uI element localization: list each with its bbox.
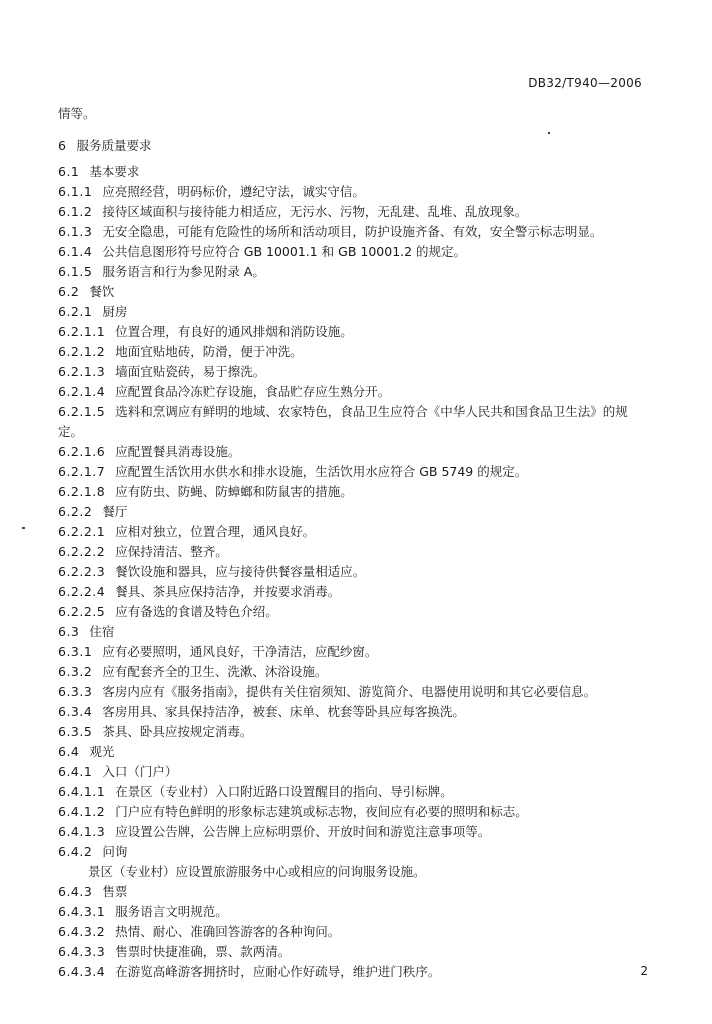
- clause-number: 6.2.1.3: [58, 364, 106, 379]
- clause-number: 6.4.1.2: [58, 804, 106, 819]
- clause-line: [58, 262, 265, 282]
- clause-number: 6.1.4: [58, 244, 93, 259]
- clause-number: 6.3.5: [58, 724, 93, 739]
- clause-number: 6.4.3.2: [58, 924, 106, 939]
- clause-line: [58, 482, 353, 502]
- clause-line: [58, 162, 139, 182]
- clause-number: 6.4.2: [58, 844, 93, 859]
- clause-line: [58, 582, 340, 602]
- clause-number: 6: [58, 138, 67, 153]
- clause-number: 6.4.1.1: [58, 784, 106, 799]
- clause-number: 6.4.1: [58, 764, 93, 779]
- clause-text: 应有备选的食谱及特色介绍。: [115, 604, 278, 619]
- clause-text: 在景区（专业村）入口附近路口设置醒目的指向、导引标牌。: [115, 784, 453, 799]
- clause-line: [58, 282, 114, 302]
- clause-number: 6.4.3.1: [58, 904, 106, 919]
- clause-text: 应有配套齐全的卫生、洗漱、沐浴设施。: [102, 664, 328, 679]
- clause-line: [58, 742, 114, 762]
- clause-text: 厨房: [102, 304, 128, 319]
- clause-line: [58, 462, 527, 482]
- clause-number: 6.2.1.6: [58, 444, 106, 459]
- clause-line: [58, 882, 127, 902]
- clause-text: 在游览高峰游客拥挤时，应耐心作好疏导，维护进门秩序。: [115, 964, 441, 979]
- clause-line: [58, 762, 177, 782]
- clause-line: [58, 362, 265, 382]
- clause-line: [58, 822, 490, 842]
- clause-text: 公共信息图形符号应符合 GB 10001.1 和 GB 10001.2 的规定。: [102, 244, 467, 259]
- clause-text: 售票: [102, 884, 128, 899]
- clause-text: 应保持清洁、整齐。: [115, 544, 228, 559]
- clause-line: [58, 602, 278, 622]
- clause-line: [58, 382, 390, 402]
- scan-speck: [22, 527, 25, 529]
- clause-line: [58, 902, 228, 922]
- text-line: [88, 862, 426, 882]
- clause-number: 6.3.1: [58, 644, 93, 659]
- clause-line: [58, 442, 240, 462]
- clause-number: 6.2.2: [58, 504, 93, 519]
- clause-number: 6.2.1.1: [58, 324, 106, 339]
- clause-text: 应设置公告牌，公告牌上应标明票价、开放时间和游览注意事项等。: [115, 824, 491, 839]
- clause-line: [58, 302, 127, 322]
- clause-text: 应配置食品冷冻贮存设施，食品贮存应生熟分开。: [115, 384, 391, 399]
- clause-text: 应配置餐具消毒设施。: [115, 444, 241, 459]
- clause-number: 6.2.1.2: [58, 344, 106, 359]
- clause-number: 6.3.4: [58, 704, 93, 719]
- clause-number: 6.4.3: [58, 884, 93, 899]
- clause-text: 问询: [102, 844, 128, 859]
- clause-text: 墙面宜贴瓷砖，易于擦洗。: [115, 364, 266, 379]
- clause-text: 客房用具、家具保持洁净，被套、床单、枕套等卧具应每客换洗。: [102, 704, 465, 719]
- clause-text: 客房内应有《服务指南》，提供有关住宿须知、游览简介、电器使用说明和其它必要信息。: [102, 684, 597, 699]
- clause-line: [58, 136, 151, 156]
- clause-line: [58, 922, 340, 942]
- clause-line: [58, 622, 114, 642]
- clause-line: [58, 342, 303, 362]
- clause-line: [58, 502, 127, 522]
- clause-text: 应相对独立，位置合理，通风良好。: [115, 524, 316, 539]
- clause-line: [58, 942, 290, 962]
- clause-text: 基本要求: [89, 164, 140, 179]
- clause-line: [58, 842, 127, 862]
- clause-line: [58, 202, 527, 222]
- clause-text: 服务质量要求: [76, 138, 152, 153]
- clause-number: 6.4.1.3: [58, 824, 106, 839]
- clause-line: [58, 702, 465, 722]
- text-line: [58, 104, 96, 124]
- clause-text: 茶具、卧具应按规定消毒。: [102, 724, 253, 739]
- clause-line: [58, 722, 252, 742]
- clause-line: [58, 642, 377, 662]
- clause-text: 景区（专业村）应设置旅游服务中心或相应的问询服务设施。: [88, 864, 426, 879]
- clause-line: [58, 802, 528, 822]
- clause-text: 位置合理，有良好的通风排烟和消防设施。: [115, 324, 353, 339]
- clause-text: 服务语言文明规范。: [115, 904, 228, 919]
- clause-number: 6.2.1.8: [58, 484, 106, 499]
- clause-text: 选料和烹调应有鲜明的地域、农家特色，食品卫生应符合《中华人民共和国食品卫生法》的规: [115, 404, 628, 419]
- clause-text: 无安全隐患，可能有危险性的场所和活动项目，防护设施齐备、有效，安全警示标志明显。: [102, 224, 603, 239]
- clause-number: 6.2.2.2: [58, 544, 106, 559]
- clause-text: 餐具、茶具应保持洁净，并按要求消毒。: [115, 584, 341, 599]
- clause-text: 热情、耐心、准确回答游客的各种询问。: [115, 924, 341, 939]
- text-line: [58, 422, 83, 442]
- clause-line: [58, 962, 440, 982]
- clause-line: [58, 182, 365, 202]
- clause-number: 6.4.3.3: [58, 944, 106, 959]
- clause-text: 地面宜贴地砖，防滑，便于冲洗。: [115, 344, 303, 359]
- clause-number: 6.4: [58, 744, 80, 759]
- clause-number: 6.1: [58, 164, 80, 179]
- clause-text: 服务语言和行为参见附录 A。: [102, 264, 265, 279]
- clause-number: 6.2.1.5: [58, 404, 106, 419]
- clause-line: [58, 242, 466, 262]
- clause-number: 6.2: [58, 284, 80, 299]
- clause-text: 入口（门户）: [102, 764, 178, 779]
- clause-text: 应有防虫、防蝇、防蟑螂和防鼠害的措施。: [115, 484, 353, 499]
- clause-text: 餐饮: [89, 284, 115, 299]
- clause-text: 应有必要照明，通风良好，干净清洁，应配纱窗。: [102, 644, 378, 659]
- clause-number: 6.2.2.1: [58, 524, 106, 539]
- clause-line: [58, 522, 315, 542]
- clause-number: 6.2.1.7: [58, 464, 106, 479]
- clause-number: 6.3.2: [58, 664, 93, 679]
- clause-number: 6.2.2.5: [58, 604, 106, 619]
- clause-number: 6.3.3: [58, 684, 93, 699]
- clause-text: 应配置生活饮用水供水和排水设施，生活饮用水应符合 GB 5749 的规定。: [115, 464, 528, 479]
- clause-text: 情等。: [58, 106, 96, 121]
- clause-text: 观光: [89, 744, 115, 759]
- clause-line: [58, 562, 365, 582]
- clause-line: [58, 402, 628, 422]
- clause-text: 定。: [58, 424, 84, 439]
- clause-number: 6.1.5: [58, 264, 93, 279]
- clause-text: 售票时快捷准确，票、款两清。: [115, 944, 291, 959]
- clause-line: [58, 542, 228, 562]
- clause-line: [58, 782, 453, 802]
- clause-number: 6.2.2.4: [58, 584, 106, 599]
- page-number: 2: [640, 964, 648, 978]
- clause-text: 门户应有特色鲜明的形象标志建筑或标志物，夜间应有必要的照明和标志。: [115, 804, 528, 819]
- clause-text: 住宿: [89, 624, 115, 639]
- clause-number: 6.1.3: [58, 224, 93, 239]
- clause-line: [58, 662, 327, 682]
- clause-line: [58, 682, 596, 702]
- clause-text: 餐厅: [102, 504, 128, 519]
- document-code: DB32/T940—2006: [528, 76, 642, 90]
- clause-number: 6.4.3.4: [58, 964, 106, 979]
- clause-text: 接待区域面积与接待能力相适应，无污水、污物，无乱建、乱堆、乱放现象。: [102, 204, 528, 219]
- clause-line: [58, 222, 602, 242]
- clause-number: 6.2.1: [58, 304, 93, 319]
- clause-number: 6.2.2.3: [58, 564, 106, 579]
- clause-number: 6.1.1: [58, 184, 93, 199]
- clause-number: 6.3: [58, 624, 80, 639]
- clause-line: [58, 322, 353, 342]
- scan-speck: [548, 132, 550, 134]
- clause-number: 6.1.2: [58, 204, 93, 219]
- clause-text: 餐饮设施和器具，应与接待供餐容量相适应。: [115, 564, 366, 579]
- clause-text: 应亮照经营，明码标价，遵纪守法，诚实守信。: [102, 184, 365, 199]
- clause-number: 6.2.1.4: [58, 384, 106, 399]
